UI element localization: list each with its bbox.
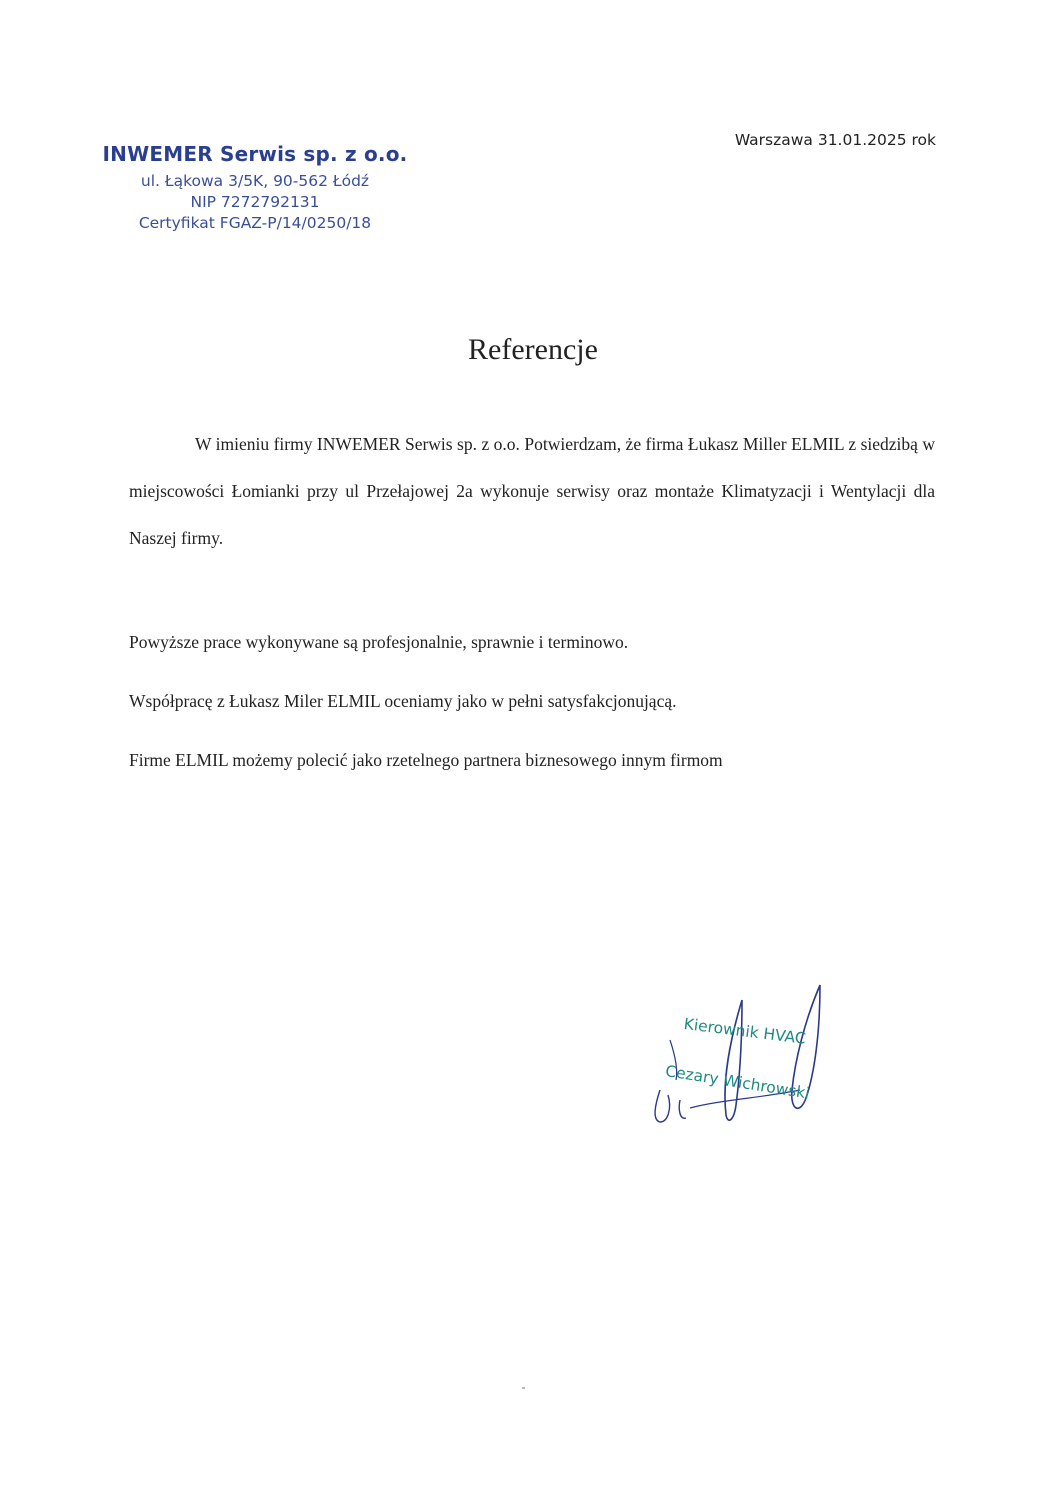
signature-role: Kierownik HVAC [682, 1015, 807, 1048]
paragraph-recommendation: Firme ELMIL możemy polecić jako rzetelnego partnera biznesowego innym firmom [129, 750, 723, 770]
scan-speck [522, 1387, 525, 1389]
company-address: ul. Łąkowa 3/5K, 90-562 Łódź [140, 172, 370, 190]
paragraph-main: W imieniu firmy INWEMER Serwis sp. z o.o. Potwierdzam, że firma Łukasz Miller ELMIL z siedzibą w miejscowości Łomianki przy ul Przełajowej 2a wykonuje serwisy oraz montaże Klimatyzacji i Wentylacji dla Naszej firmy. [129, 434, 935, 548]
letter-date: Warszawa 31.01.2025 rok [734, 131, 936, 149]
company-certificate: Certyfikat FGAZ-P/14/0250/18 [138, 214, 372, 232]
company-stamp [0, 142, 510, 234]
signature-name: Cezary Wichrowski [664, 1062, 811, 1103]
handwritten-signature [630, 980, 860, 1140]
document-title: Referencje [468, 333, 598, 366]
signature-block [630, 980, 860, 1140]
paragraph-cooperation: Współpracę z Łukasz Miler ELMIL oceniamy jako w pełni satysfakcjonującą. [129, 691, 677, 711]
company-name: INWEMER Serwis sp. z o.o. [102, 142, 408, 166]
paragraph-quality: Powyższe prace wykonywane są profesjonalnie, sprawnie i terminowo. [129, 632, 629, 652]
company-nip: NIP 7272792131 [190, 193, 320, 211]
